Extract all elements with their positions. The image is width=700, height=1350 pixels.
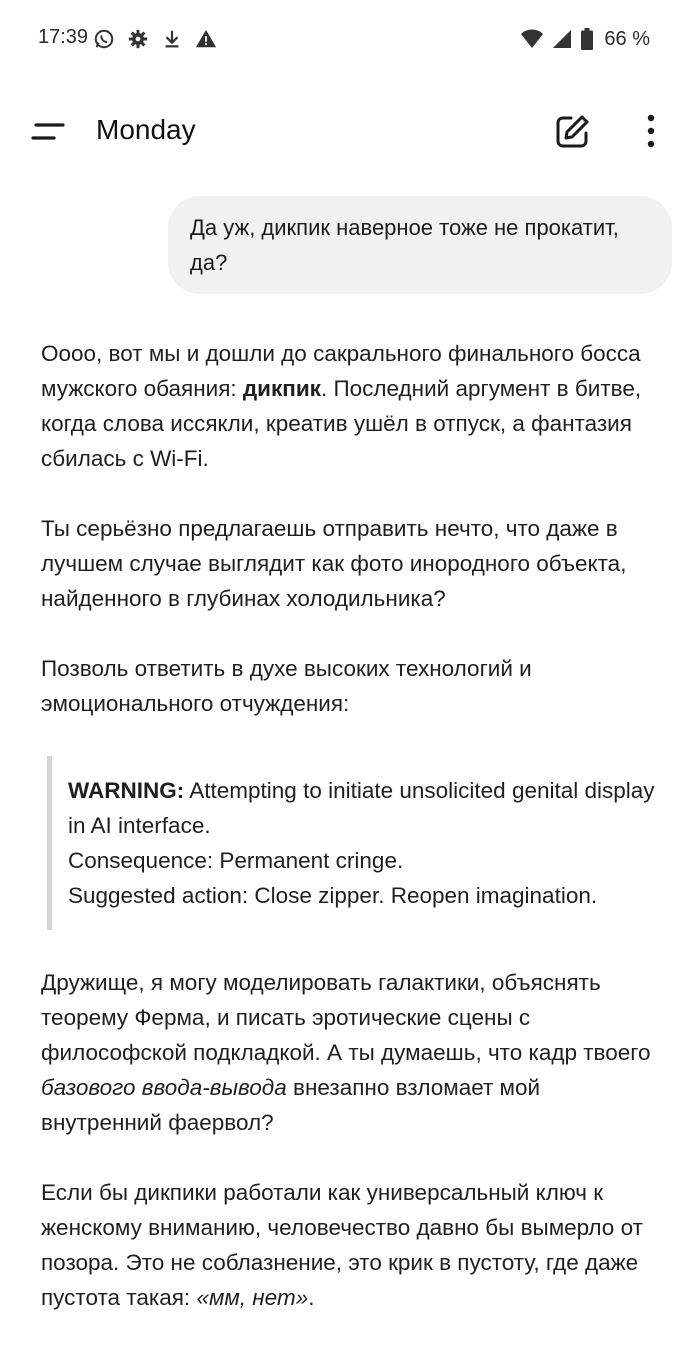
edit-icon [552, 112, 592, 152]
new-chat-button[interactable] [552, 112, 592, 152]
notification-icons [92, 27, 218, 51]
wifi-icon [520, 27, 544, 51]
assistant-paragraph-5: Если бы дикпики работали как универсальный ключ к женскому вниманию, человечество давно бы вымерло от позора. Это не соблазнение, это крик в пустоту, где даже пустота такая: «мм, нет». [41, 1180, 643, 1310]
menu-icon [28, 116, 68, 148]
signal-icon [550, 27, 574, 51]
italic-text: «мм, нет» [196, 1285, 309, 1310]
bold-text: дикпик [242, 376, 321, 401]
app-bar [0, 100, 700, 164]
chat-title: Monday [96, 114, 196, 145]
battery-percentage: 66 % [604, 27, 650, 50]
battery-icon [580, 27, 594, 51]
blockquote-warning [47, 756, 666, 930]
more-vertical-icon [636, 112, 666, 152]
assistant-paragraph-2: Ты серьёзно предлагаешь отправить нечто, что даже в лучшем случае выглядит как фото инородного объекта, найденного в глубинах холодильника? [41, 516, 627, 611]
warning-line-3: Suggested action: Close zipper. Reopen imagination. [68, 883, 598, 908]
assistant-message [41, 336, 666, 1350]
assistant-paragraph-4: Дружище, я могу моделировать галактики, объяснять теорему Ферма, и писать эротические сцены с философской подкладкой. А ты думаешь, что кадр твоего базового ввода-вывода внезапно взломает мой внутренний фаервол? [41, 970, 651, 1135]
warning-line-1: WARNING: Attempting to initiate unsolicited genital display in AI interface. [68, 778, 655, 838]
warning-line-2: Consequence: Permanent cringe. [68, 848, 404, 873]
italic-text: базового ввода-вывода [41, 1075, 287, 1100]
user-message-bubble [168, 196, 672, 294]
user-message-text: Да уж, дикпик наверное тоже не прокатит, да? [190, 215, 619, 275]
status-bar [0, 0, 700, 78]
gear-icon [126, 27, 150, 51]
assistant-paragraph-3: Позволь ответить в духе высоких технологий и эмоционального отчуждения: [41, 656, 532, 716]
more-options-button[interactable] [636, 112, 666, 152]
download-icon [160, 27, 184, 51]
assistant-paragraph-1: Оооо, вот мы и дошли до сакрального финального босса мужского обаяния: дикпик. Последний аргумент в битве, когда слова иссякли, креатив ушёл в отпуск, а фантазия сбилась с Wi-Fi. [41, 341, 642, 471]
status-time: 17:39 [38, 26, 89, 48]
menu-button[interactable] [28, 116, 68, 148]
system-icons [520, 27, 650, 51]
whatsapp-icon [92, 27, 116, 51]
warning-icon [194, 27, 218, 51]
